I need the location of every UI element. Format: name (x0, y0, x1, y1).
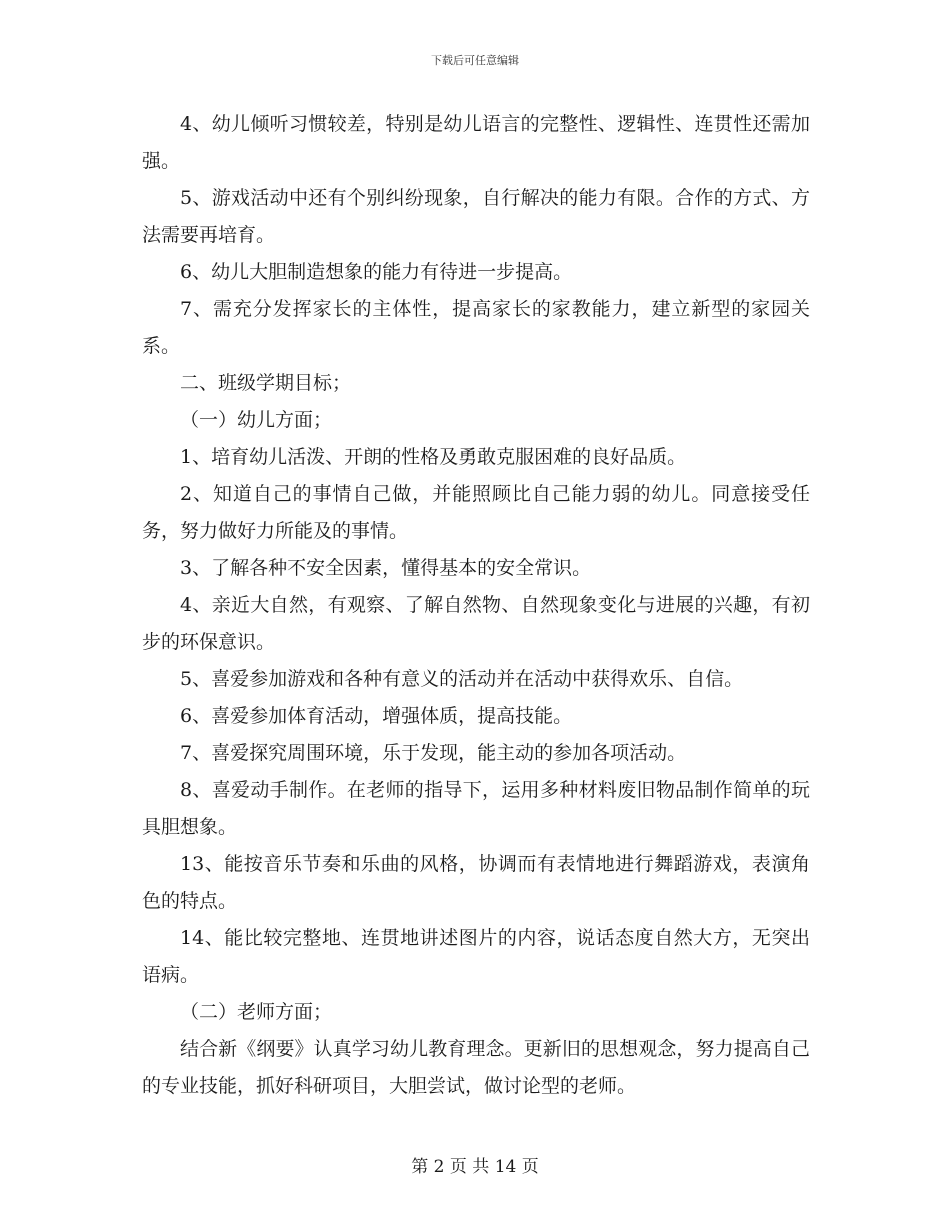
goal-item-5: 5、喜爱参加游戏和各种有意义的活动并在活动中获得欢乐、自信。 (180, 668, 744, 690)
paragraph-item-5-conflicts: 5、游戏活动中还有个别纠纷现象，自行解决的能力有限。合作的方式、方法需要再培育。 (142, 187, 810, 246)
goal-item-6: 6、喜爱参加体育活动，增强体质，提高技能。 (180, 705, 573, 727)
goal-item-2: 2、知道自己的事情自己做，并能照顾比自己能力弱的幼儿。同意接受任务，努力做好力所能及的事情。 (142, 483, 810, 542)
paragraph-item-6-imagination: 6、幼儿大胆制造想象的能力有待进一步提高。 (180, 261, 573, 283)
subsection-heading-teachers: （二）老师方面； (180, 1001, 333, 1023)
goal-item-8: 8、喜爱动手制作。在老师的指导下，运用多种材料废旧物品制作简单的玩具胆想象。 (142, 779, 810, 838)
subsection-heading-children: （一）幼儿方面； (180, 409, 333, 431)
goal-item-7: 7、喜爱探究周围环境，乐于发现，能主动的参加各项活动。 (180, 742, 687, 764)
goal-item-4: 4、亲近大自然，有观察、了解自然物、自然现象变化与进展的兴趣，有初步的环保意识。 (142, 594, 810, 653)
goal-item-14: 14、能比较完整地、连贯地讲述图片的内容，说话态度自然大方，无突出语病。 (142, 927, 810, 986)
page-number-footer: 第 2 页 共 14 页 (411, 1157, 539, 1177)
paragraph-item-4-listening: 4、幼儿倾听习惯较差，特别是幼儿语言的完整性、逻辑性、连贯性还需加强。 (142, 113, 810, 172)
goal-item-13: 13、能按音乐节奏和乐曲的风格，协调而有表情地进行舞蹈游戏，表演角色的特点。 (142, 853, 810, 912)
teacher-goal-paragraph: 结合新《纲要》认真学习幼儿教育理念。更新旧的思想观念，努力提高自己的专业技能，抓好科研项目，大胆尝试，做讨论型的老师。 (142, 1038, 810, 1097)
page-header: 下载后可任意编辑 (431, 54, 519, 67)
section-heading-goals: 二、班级学期目标； (180, 372, 352, 394)
goal-item-1: 1、培育幼儿活泼、开朗的性格及勇敢克服困难的良好品质。 (180, 446, 687, 468)
goal-item-3: 3、了解各种不安全因素，懂得基本的安全常识。 (180, 557, 592, 579)
document-body (142, 106, 810, 1105)
paragraph-item-7-parents: 7、需充分发挥家长的主体性，提高家长的家教能力，建立新型的家园关系。 (142, 298, 810, 357)
